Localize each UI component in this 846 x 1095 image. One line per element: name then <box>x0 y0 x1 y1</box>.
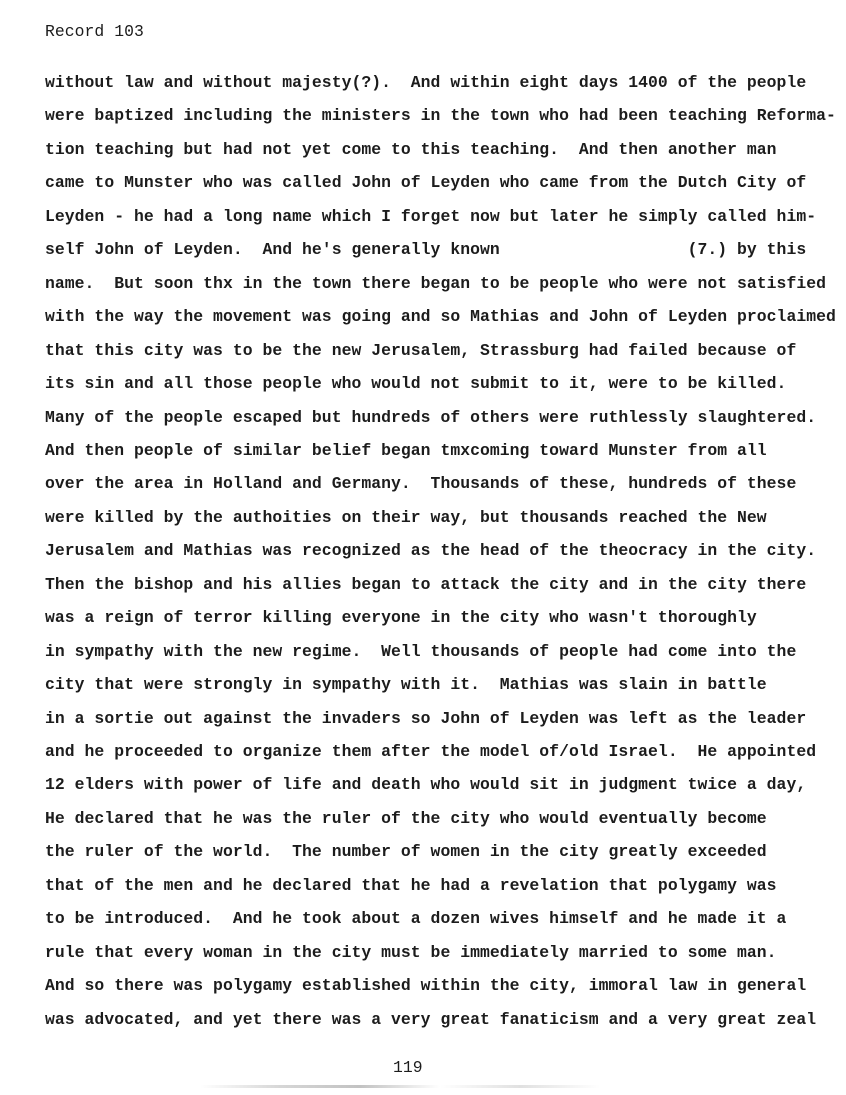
text-line: were killed by the authoities on their way, but thousands reached the New <box>45 507 767 527</box>
text-line: that of the men and he declared that he had a revelation that polygamy was <box>45 875 777 895</box>
text-line: and he proceeded to organize them after the model of/old Israel. He appointed <box>45 742 817 761</box>
text-line: was advocated, and yet there was a very great fanaticism and a very great zeal <box>45 1009 817 1029</box>
text-line: its sin and all those people who would not submit to it, were to be killed. <box>45 374 787 394</box>
record-title: Record 103 <box>45 22 144 41</box>
text-line: He declared that he was the ruler of the city who would eventually become <box>45 808 767 828</box>
text-line: And then people of similar belief began tmxcoming toward Munster from all <box>45 440 767 460</box>
text-line: to be introduced. And he took about a dozen wives himself and he made it a <box>45 909 787 929</box>
text-line: without law and without majesty(?). And within eight days 1400 of the people <box>45 73 807 92</box>
text-line: Jerusalem and Mathias was recognized as the head of the theocracy in the city. <box>45 541 817 561</box>
text-line: was a reign of terror killing everyone in the city who wasn't thoroughly <box>45 608 757 628</box>
text-line: rule that every woman in the city must be immediately married to some man. <box>45 942 777 962</box>
text-line: over the area in Holland and Germany. Thousands of these, hundreds of these <box>45 474 797 494</box>
text-line: Many of the people escaped but hundreds of others were ruthlessly slaughtered. <box>45 407 817 427</box>
text-line: tion teaching but had not yet come to this teaching. And then another man <box>45 139 777 159</box>
text-line: in a sortie out against the invaders so John of Leyden was left as the leader <box>45 708 807 728</box>
text-line: that this city was to be the new Jerusalem, Strassburg had failed because of <box>45 340 797 360</box>
text-line: the ruler of the world. The number of women in the city greatly exceeded <box>45 842 767 862</box>
text-line: And so there was polygamy established within the city, immoral law in general <box>45 976 807 996</box>
text-line: came to Munster who was called John of Leyden who came from the Dutch City of <box>45 173 807 193</box>
text-line: 12 elders with power of life and death who would sit in judgment twice a day, <box>45 775 807 795</box>
text-line: self John of Leyden. And he's generally known (7.) by this <box>45 240 807 260</box>
text-line: with the way the movement was going and so Mathias and John of Leyden proclaimed <box>45 307 836 327</box>
text-line: Leyden - he had a long name which I forget now but later he simply called him- <box>45 206 817 226</box>
text-line: in sympathy with the new regime. Well thousands of people had come into the <box>45 641 797 661</box>
text-line: Then the bishop and his allies began to attack the city and in the city there <box>45 574 807 594</box>
text-line: name. But soon thx in the town there began to be people who were not satisfied <box>45 273 826 293</box>
scan-smudge <box>200 1085 600 1088</box>
text-line: were baptized including the ministers in the town who had been teaching Reforma- <box>45 106 836 126</box>
text-line: city that were strongly in sympathy with it. Mathias was slain in battle <box>45 675 767 695</box>
page-number: 119 <box>393 1058 423 1077</box>
